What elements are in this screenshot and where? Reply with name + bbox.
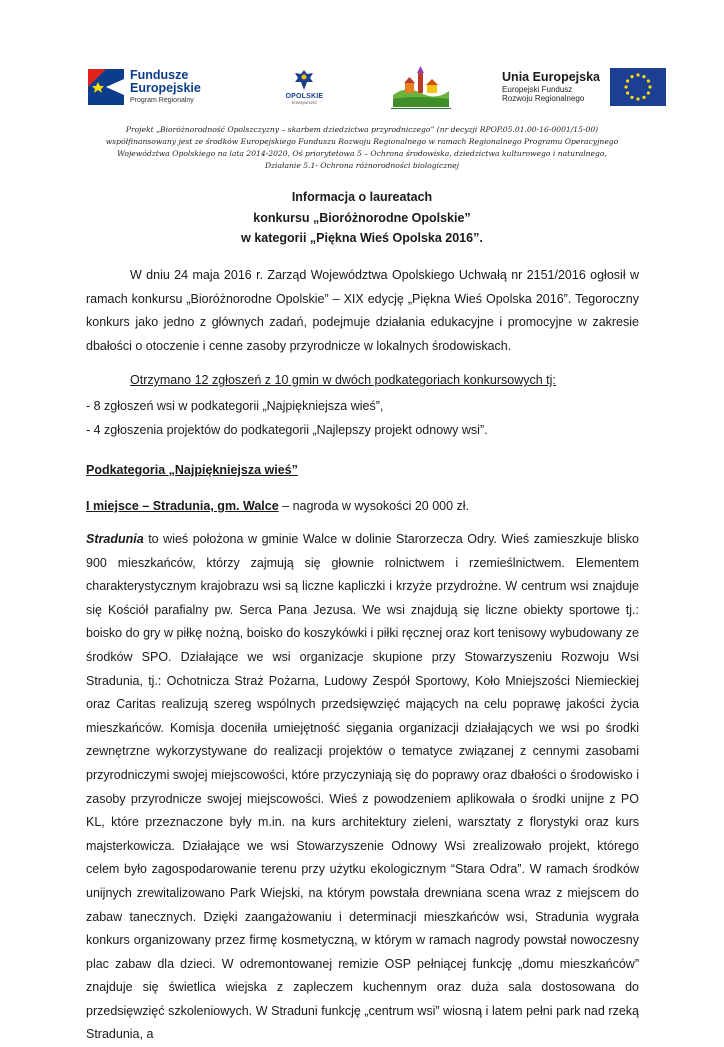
submission-item: - 8 zgłoszeń wsi w podkategorii „Najpiękniejsza wieś”,: [86, 399, 384, 413]
project-info-line: współfinansowany jest ze środków Europejskiego Funduszu Rozwoju Regionalnego w ramach Regionalnego Programu Operacyjnego: [105, 137, 619, 146]
ue-subtitle-line1: Europejski Fundusz: [502, 84, 573, 94]
village-landscape-icon: [391, 65, 451, 109]
fe-name-line1: Fundusze: [130, 67, 189, 82]
project-info: [95, 124, 629, 172]
unia-europejska-logo: [502, 68, 666, 106]
first-place-line: [86, 497, 469, 515]
fe-flag-icon: [88, 69, 124, 105]
first-place-label: I miejsce – Stradunia, gm. Walce: [86, 499, 279, 513]
description-body: to wieś położona w gminie Walce w dolinie Starorzecza Odry. Wieś zamieszkuje blisko 900 mieszkańców, którzy zajmują się głownie rolnictwem i rzemieślnictwem. Elementem charakterystycznym krajobrazu wsi są liczne kapliczki i krzyże przydrożne. W centrum wsi znajduje się Kościół parafialny pw. Serca Pana Jezusa. We wsi znajdują się liczne obiekty sportowe tj.: boisko do gry w piłkę nożną, boisko do koszykówki i piłki ręcznej oraz kort tenisowy wybudowany ze środków SPO. Działające we wsi organizacje skupione przy Stowarzyszeniu Rozwoju Wsi Stradunia, tj.: Ochotnicza Straż Pożarna, Ludowy Zespół Sportowy, Koło Mniejszości Niemieckiej oraz Caritas realizują szereg wspólnych przedsięwzięć mających na celu poprawę jakości życia mieszkańców. Komisja doceniła umiejętność sięgania organizacji działających we wsi po środki zewnętrzne wykorzystywane do realizacji projektów o tematyce związanej z cennymi zasobami przyrodniczymi swojej miejscowości, które przyczyniają się do poprawy oraz dbałości o środowisko i zasoby przyrodnicze swojej miejscowości. Wieś z powodzeniem aplikowała o środki unijne z PO KL, które przeznaczone były m.in. na kurs architektury zieleni, warsztaty z florystyki oraz kurs majsterkowicza. Działające we wsi Stowarzyszenie Odnowy Wsi zrealizowało projekt, którego celem było zagospodarowanie terenu przy użytku ekologicznym “Stara Odra”. W ramach środków unijnych zrewitalizowano Park Wiejski, na którym powstała drewniana scena wraz z miejscem do zabaw tanecznych. Dzięki zaangażowaniu i determinacji mieszkańców wsi, Stradunia wygrała konkurs organizowany przez firmę kosmetyczną, w którym w ramach nagrody powstał nowoczesny plac zabaw dla dzieci. W odremontowanej remizie OSP pełniącej funkcję „domu mieszkańców” znajduje się świetlica wiejska z zapleczem kuchennym oraz duża sala dostosowana do przedsięwzięć szkoleniowych. W Straduni funkcję „centrum wsi” wiosną i latem pełni park nad rzeką Stradunia, a: [86, 532, 639, 1042]
document-title: [62, 187, 662, 249]
opolskie-tagline: kreatywność: [291, 100, 317, 105]
eagle-emblem-icon: [293, 68, 315, 92]
odnowa-wsi-logo: [391, 65, 451, 109]
title-line: Informacja o laureatach: [291, 190, 433, 204]
fe-subtitle: Program Regionalny: [130, 96, 194, 104]
opolskie-name: OPOLSKIE: [285, 93, 324, 100]
fe-name-line2: Europejskie: [130, 80, 201, 95]
title-line: w kategorii „Piękna Wieś Opolska 2016”.: [241, 231, 483, 245]
opolskie-logo: [269, 68, 339, 105]
eu-flag-icon: [610, 68, 666, 106]
village-name: Stradunia: [86, 532, 144, 546]
project-info-line: Działanie 5.1- Ochrona różnorodności biologicznej: [264, 161, 460, 170]
description-paragraph: [86, 528, 639, 1047]
title-line: konkursu „Bioróżnorodne Opolskie”: [253, 210, 471, 225]
ue-name: Unia Europejska: [502, 70, 600, 85]
project-info-line: Województwa Opolskiego na lata 2014-2020, Oś priorytetowa 5 – Ochrona środowiska, dziedzictwa kulturowego i naturalnego,: [117, 149, 607, 158]
fundusze-europejskie-logo: [88, 69, 218, 105]
subcategory-heading: Podkategoria „Najpiękniejsza wieś”: [86, 463, 298, 477]
submission-item: - 4 zgłoszenia projektów do podkategorii „Najlepszy projekt odnowy wsi”.: [86, 423, 488, 437]
submissions-heading: Otrzymano 12 zgłoszeń z 10 gmin w dwóch podkategoriach konkursowych tj:: [130, 373, 556, 387]
project-info-line: Projekt „Bioróżnorodność Opolszczyzny – skarbem dziedzictwa przyrodniczego” (nr decyzji RPOP.05.01.00-16-0001/15-00): [125, 125, 599, 134]
logo-bar: [88, 55, 666, 118]
ue-subtitle-line2: Rozwoju Regionalnego: [502, 93, 585, 103]
intro-paragraph: W dniu 24 maja 2016 r. Zarząd Województwa Opolskiego Uchwałą nr 2151/2016 ogłosił w ramach konkursu „Bioróżnorodne Opolskie” – XIX edycję „Piękna Wieś Opolska 2016”. Tegoroczny konkurs jako jedno z głównych zadań, podejmuje działania edukacyjne i promocyjne w zakresie dbałości o otoczenie i cenne zasoby przyrodnicze w lokalnych środowiskach.: [86, 268, 639, 353]
first-place-prize: – nagroda w wysokości 20 000 zł.: [278, 499, 470, 513]
